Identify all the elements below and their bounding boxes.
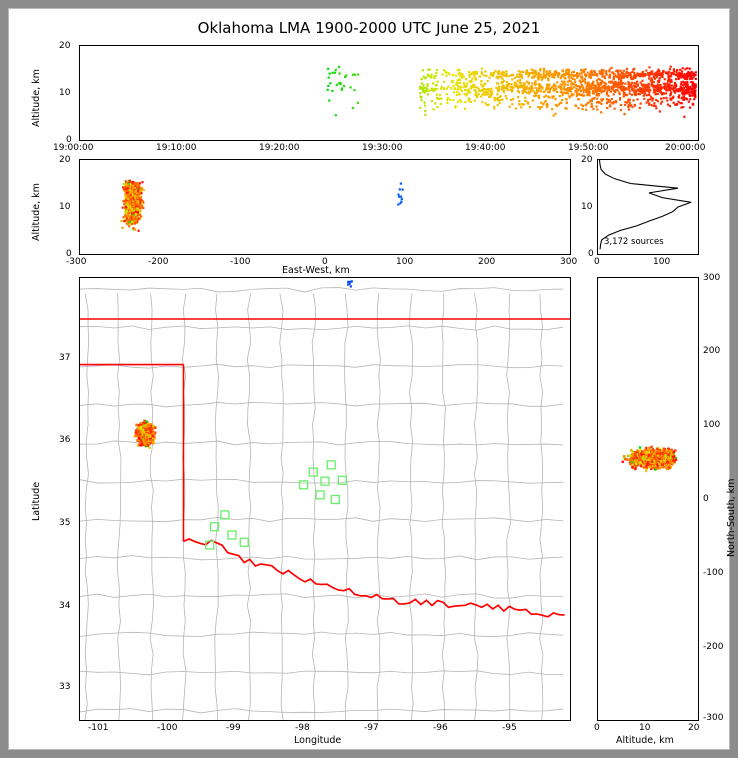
eastwest-height-plot [80,160,570,254]
ytick-c-10: 10 [581,202,593,212]
axis-label-longitude: Longitude [294,735,342,746]
figure-canvas [8,8,737,750]
ytick-b-0: 0 [66,249,72,259]
xtick-a-2: 19:20:00 [259,143,300,153]
xtick-e-20: 20 [688,723,700,733]
xtick-b-6: 300 [560,257,578,267]
ytick-e-m300: -300 [703,713,724,723]
ytick-e-0: 0 [703,494,709,504]
ytick-d-35: 35 [59,518,71,528]
panel-altitude-histogram [597,159,699,255]
ytick-d-37: 37 [59,353,71,363]
source-count-label: 3,172 sources [604,237,664,247]
xtick-a-3: 19:30:00 [362,143,403,153]
xtick-a-0: 19:00:00 [53,143,94,153]
time-height-plot [80,46,698,140]
axis-label-altitude-b: Altitude, km [31,183,42,241]
ytick-a-20: 20 [59,41,71,51]
axis-label-eastwest: East-West, km [282,265,350,276]
xtick-c-0: 0 [594,257,600,267]
xtick-b-4: 100 [396,257,414,267]
axis-label-latitude: Latitude [31,481,42,521]
ytick-b-20: 20 [59,155,71,165]
panel-altitude-northsouth [597,277,699,721]
xtick-a-1: 19:10:00 [156,143,197,153]
ytick-a-0: 0 [66,135,72,145]
axis-label-northsouth: North-South, km [726,478,737,557]
ytick-a-10: 10 [59,88,71,98]
ytick-e-300: 300 [703,273,721,283]
xtick-b-3: 0 [322,257,328,267]
xtick-e-10: 10 [639,723,651,733]
ytick-e-m200: -200 [703,642,724,652]
xtick-d-6: -95 [502,723,517,733]
xtick-e-0: 0 [594,723,600,733]
xtick-a-6: 20:00:00 [665,143,706,153]
ytick-d-36: 36 [59,435,71,445]
map-plot [80,278,570,720]
xtick-d-4: -97 [364,723,379,733]
xtick-b-1: -200 [148,257,169,267]
xtick-d-2: -99 [226,723,241,733]
xtick-a-4: 19:40:00 [465,143,506,153]
page-title: Oklahoma LMA 1900-2000 UTC June 25, 2021 [197,19,541,37]
altitude-northsouth-plot [598,278,698,720]
ytick-e-200: 200 [703,346,721,356]
ytick-c-20: 20 [581,155,593,165]
axis-label-altitude-a: Altitude, km [31,69,42,127]
xtick-b-2: -100 [230,257,251,267]
xtick-d-3: -98 [295,723,310,733]
panel-eastwest-height [79,159,571,255]
ytick-c-0: 0 [588,249,594,259]
ytick-d-34: 34 [59,601,71,611]
ytick-d-33: 33 [59,682,71,692]
ytick-e-100: 100 [703,420,721,430]
xtick-d-0: -101 [88,723,109,733]
ytick-e-m100: -100 [703,568,724,578]
xtick-b-0: -300 [66,257,87,267]
ytick-b-10: 10 [59,202,71,212]
xtick-c-1: 100 [653,257,671,267]
xtick-a-5: 19:50:00 [568,143,609,153]
panel-map [79,277,571,721]
axis-label-altitude-e: Altitude, km [616,735,674,746]
panel-time-height [79,45,699,141]
xtick-d-1: -100 [157,723,178,733]
xtick-b-5: 200 [478,257,496,267]
xtick-d-5: -96 [433,723,448,733]
